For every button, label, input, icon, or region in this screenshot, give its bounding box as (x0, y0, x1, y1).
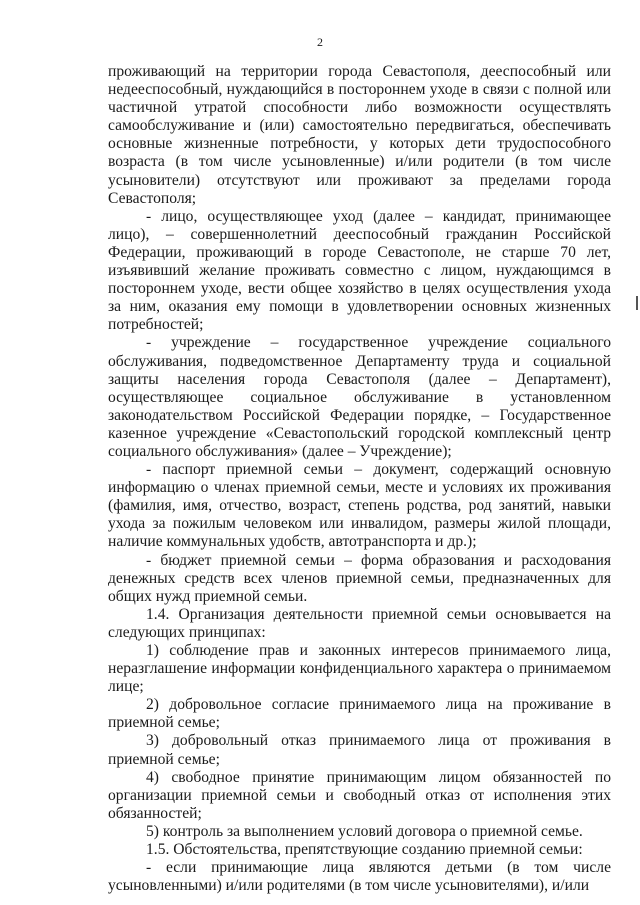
paragraph: - лицо, осуществляющее уход (далее – кандидат, принимающее лицо), – совершеннолетний дееспособный гражданин Российской Федерации, проживающий в городе Севастополе, не старше 70 лет, изъявивший желание проживать совместно с лицом, нуждающимся в постороннем уходе, вести общее хозяйство в целях осуществления ухода за ним, оказания ему помощи в удовлетворении основных жизненных потребностей; (108, 207, 611, 334)
document-body (108, 63, 611, 895)
paragraph: 1.5. Обстоятельства, препятствующие созданию приемной семьи: (146, 841, 583, 859)
paragraph: 2) добровольное согласие принимаемого лица на проживание в приемной семье; (108, 696, 611, 732)
paragraph: - паспорт приемной семьи – документ, содержащий основную информацию о членах приемной семьи, месте и условиях их проживания (фамилия, имя, отчество, возраст, степень родства, род занятий, навыки ухода за пожилым человеком или инвалидом, размеры жилой площади, наличие коммунальных удобств, автотранспорта и др.); (108, 461, 611, 551)
paragraph: 3) добровольный отказ принимаемого лица от проживания в приемной семье; (108, 732, 611, 768)
paragraph: 1) соблюдение прав и законных интересов принимаемого лица, неразглашение информации конфиденциального характера о принимаемом лице; (108, 642, 611, 696)
paragraph: - бюджет приемной семьи – форма образования и расходования денежных средств всех членов приемной семьи, предназначенных для общих нужд приемной семьи. (108, 551, 611, 605)
page-number: 2 (317, 35, 323, 49)
paragraph: - если принимающие лица являются детьми (в том числе усыновленными) и/или родителями (в том числе усыновителями), и/или (108, 859, 611, 895)
scan-edge-mark (636, 296, 638, 310)
paragraph: 4) свободное принятие принимающим лицом обязанностей по организации приемной семьи и свободный отказ от исполнения этих обязанностей; (108, 768, 611, 822)
paragraph: 1.4. Организация деятельности приемной семьи основывается на следующих принципах: (108, 605, 611, 641)
paragraph: - учреждение – государственное учреждение социального обслуживания, подведомственное Департаменту труда и социальной защиты населения города Севастополя (далее – Департамент), осуществляющее социальное обслуживание в установленном законодательством Российской Федерации порядке, – Государственное казенное учреждение «Севастопольский городской комплексный центр социального обслуживания» (далее – Учреждение); (108, 334, 611, 460)
paragraph: 5) контроль за выполнением условий договора о приемной семье. (146, 822, 583, 840)
paragraph: проживающий на территории города Севастополя, дееспособный или недееспособный, нуждающийся в постороннем уходе в связи с полной или частичной утратой способности либо возможности осуществлять самообслуживание и (или) самостоятельно передвигаться, обеспечивать основные жизненные потребности, у которых дети трудоспособного возраста (в том числе усыновленные) и/или родители (в том числе усыновители) отсутствуют или проживают за пределами города Севастополя; (108, 63, 611, 207)
